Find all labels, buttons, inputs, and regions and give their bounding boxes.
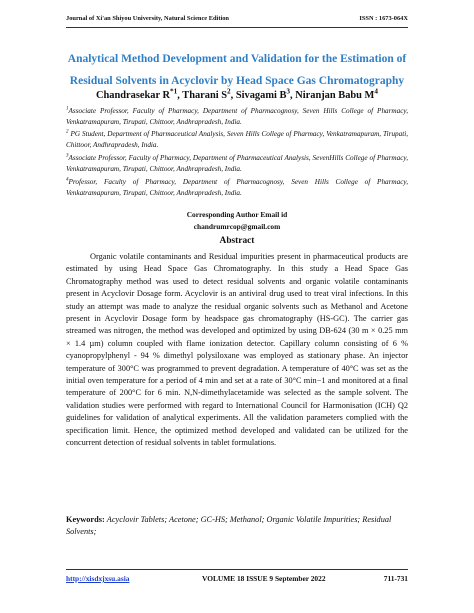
affiliation-mark: 3 — [66, 153, 69, 159]
header-rule — [66, 27, 408, 28]
running-header — [66, 15, 408, 27]
affiliation-text: PG Student, Department of Pharmaceutical Analysis, Seven Hills College of Pharmacy, Venkatramapuram, Tirupati, Chittoor, Andhrapradesh, India. — [66, 130, 409, 150]
corresponding-author — [66, 209, 408, 232]
author-list: Chandrasekar $R^{*1}$, Tharani $S^2$, Sivagami $B^3$, Niranjan Babu $M^4$ — [95, 87, 378, 101]
issn: ISSN : 1673-064X — [359, 15, 408, 22]
affiliation-text: Associate Professor, Faculty of Pharmacy, Department of Pharmaceutical Analysis, SevenHills College of Pharmacy, Venkatramapuram, Tirupati, Chittoor, Andhrapradesh, India. — [66, 154, 408, 174]
author-name: Niranjan Babu M — [295, 90, 375, 101]
author-affiliation-mark: 2 — [227, 87, 231, 96]
corresponding-email[interactable]: chandrumrcop@gmail.com — [193, 221, 281, 231]
affiliation — [66, 106, 408, 129]
footer-rule — [66, 569, 408, 570]
keywords-text: Acyclovir Tablets; Acetone; GC-HS; Methanol; Organic Volatile Impurities; Residual Solvents; — [66, 515, 392, 537]
abstract-body: Organic volatile contaminants and Residual impurities present in pharmaceutical products are estimated by using Head Space Gas Chromatography. In this study a Head Space Gas Chromatography method was used to detect residual solvents and organic volatile contaminants present in Acyclovir Dosage form. Acyclovir is an antiviral drug used to treat viral infections. In this study an attempt was made to analyze the residual organic solvents such as Methanol and Acetone present in Acyclovir Dosage form by headspace gas chromatography (HS-GC). The carrier gas streamed was nitrogen, the method was developed and optimized by using DB-624 (30 m × 0.25 mm × 1.4 µm) column coupled with flame ionization detector. Capillary column consisting of 6 % cyanopropylphenyl - 94 % dimethyl polysiloxane was employed as stationary phase. An injector temperature of 300°C was programmed to prevent degradation. A temperature of 40°C was set as the initial oven temperature for a period of 4 min and set at a rate of 30°C min−1 and monitored at a final temperature of 200°C for 6 min. N,N-dimethylacetamide was selected as the sample solvent. The validation studies were performed with regard to International Council for Harmonisation (ICH) Q2 guidelines for validation of analytical experiments. All the validation parameters complied with the specification limit. Hence, the optimized method developed and validated can be utilized for the concurrent detection of residual solvents in tablet formulations. — [66, 252, 408, 448]
title-line-1: Analytical Method Development and Validation for the Estimation of — [67, 53, 407, 65]
keywords — [66, 514, 408, 539]
affiliation-text: Professor, Faculty of Pharmacy, Department of Pharmacognosy, Seven Hills College of Pharmacy, Venkatramapuram, Tirupati, Chittoor, Andhrapradesh, India. — [66, 178, 408, 198]
author-name: Tharani S — [182, 90, 228, 101]
paper-title — [40, 48, 434, 92]
affiliation-mark: 1 — [66, 106, 69, 112]
affiliation — [66, 177, 408, 200]
corresponding-label: Corresponding Author Email id — [186, 210, 288, 219]
author-affiliation-mark: 4 — [374, 87, 378, 96]
affiliation-text: Associate Professor, Faculty of Pharmacy, Department of Pharmacognosy, Seven Hills College of Pharmacy, Venkatramapuram, Tirupati, Chittoor, Andhrapradesh, India. — [66, 107, 408, 127]
affiliation — [66, 129, 408, 152]
author-name: Sivagami B — [235, 90, 287, 101]
journal-url-link[interactable]: http://xisdxjxsu.asia — [66, 574, 130, 583]
affiliation-mark: 2 — [66, 129, 69, 135]
author-name: Chandrasekar R — [95, 90, 170, 101]
running-footer — [66, 574, 408, 586]
affiliation — [66, 153, 408, 176]
author-affiliation-mark: 3 — [286, 87, 291, 96]
keywords-label: Keywords: — [66, 515, 105, 524]
journal-name: Journal of Xi'an Shiyou University, Natural Science Edition — [66, 15, 229, 22]
affiliation-mark: 4 — [66, 177, 69, 183]
volume-issue: VOLUME 18 ISSUE 9 September 2022 — [202, 574, 326, 583]
title-line-2: Residual Solvents in Acyclovir by Head Space Gas Chromatography — [69, 75, 405, 87]
author-affiliation-mark: *1 — [169, 87, 178, 96]
abstract-heading: Abstract — [219, 236, 255, 246]
page-range: 711-731 — [383, 574, 408, 583]
